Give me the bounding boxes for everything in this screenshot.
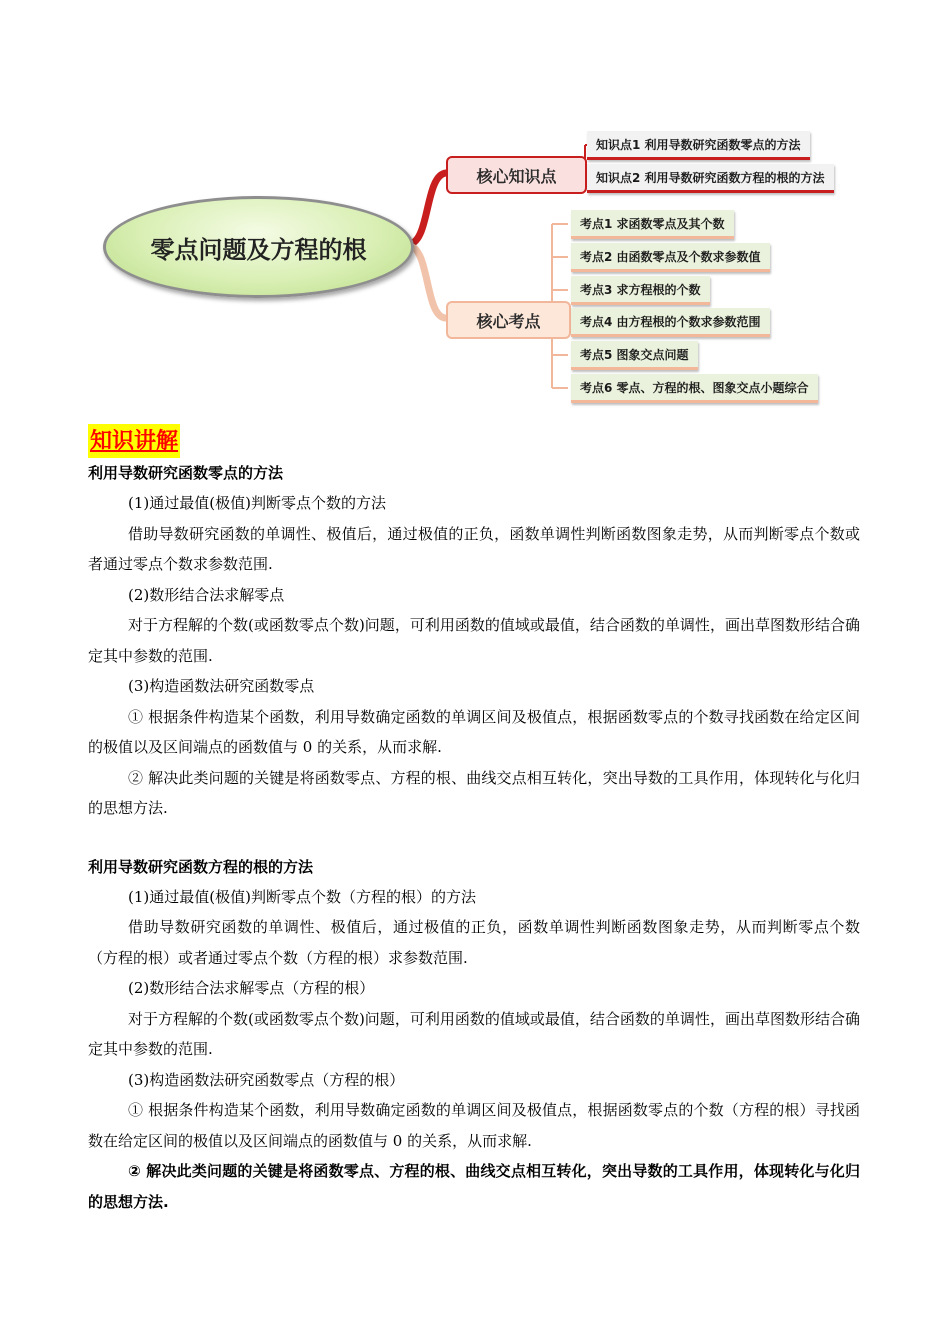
- paragraph: 对于方程解的个数(或函数零点个数)问题，可利用函数的值域或最值，结合函数的单调性，画出草图数形结合确定其中参数的范围.: [88, 1009, 860, 1058]
- leaf-knowledge-1: 知识点1 利用导数研究函数零点的方法: [587, 131, 810, 160]
- document-body: [88, 424, 860, 1217]
- paragraph-emphasis: ② 解决此类问题的关键是将函数零点、方程的根、曲线交点相互转化，突出导数的工具作用，体现转化与化归的思想方法.: [88, 1162, 860, 1211]
- mind-map-connectors: [0, 0, 950, 420]
- paragraph: 借助导数研究函数的单调性、极值后，通过极值的正负，函数单调性判断函数图象走势，从而判断零点个数或者通过零点个数求参数范围.: [88, 524, 860, 573]
- leaf-exam-4: 考点4 由方程根的个数求参数范围: [571, 308, 770, 337]
- paragraph: (2)数形结合法求解零点: [128, 585, 285, 604]
- paragraph: (1)通过最值(极值)判断零点个数（方程的根）的方法: [128, 887, 476, 906]
- paragraph: ② 解决此类问题的关键是将函数零点、方程的根、曲线交点相互转化，突出导数的工具作用，体现转化与化归的思想方法.: [88, 768, 860, 817]
- paragraph: (2)数形结合法求解零点（方程的根）: [128, 979, 375, 997]
- paragraph: ① 根据条件构造某个函数，利用导数确定函数的单调区间及极值点，根据函数零点的个数寻找函数在给定区间的极值以及区间端点的函数值与 0 的关系，从而求解.: [88, 707, 860, 756]
- leaf-exam-3: 考点3 求方程根的个数: [571, 276, 710, 305]
- mind-map: [0, 0, 950, 420]
- leaf-exam-1: 考点1 求函数零点及其个数: [571, 210, 734, 239]
- leaf-knowledge-2: 知识点2 利用导数研究函数方程的根的方法: [587, 164, 834, 193]
- paragraph: 对于方程解的个数(或函数零点个数)问题，可利用函数的值域或最值，结合函数的单调性，画出草图数形结合确定其中参数的范围.: [88, 616, 860, 665]
- section-heading: 利用导数研究函数零点的方法: [88, 464, 284, 482]
- leaf-exam-5: 考点5 图象交点问题: [571, 341, 698, 370]
- paragraph: (3)构造函数法研究函数零点（方程的根）: [128, 1070, 405, 1089]
- paragraph: 借助导数研究函数的单调性、极值后，通过极值的正负，函数单调性判断函数图象走势，从而判断零点个数（方程的根）或者通过零点个数（方程的根）求参数范围.: [88, 918, 860, 967]
- paragraph: ① 根据条件构造某个函数，利用导数确定函数的单调区间及极值点，根据函数零点的个数（方程的根）寻找函数在给定区间的极值以及区间端点的函数值与 0 的关系，从而求解.: [88, 1101, 860, 1150]
- section-heading: 利用导数研究函数方程的根的方法: [88, 857, 314, 876]
- paragraph: (3)构造函数法研究函数零点: [128, 677, 315, 695]
- leaf-exam-6: 考点6 零点、方程的根、图象交点小题综合: [571, 374, 818, 403]
- paragraph: (1)通过最值(极值)判断零点个数的方法: [128, 494, 386, 512]
- branch-core-knowledge: 核心知识点: [446, 156, 587, 194]
- leaf-exam-2: 考点2 由函数零点及个数求参数值: [571, 243, 770, 272]
- branch-core-exam-points: 核心考点: [446, 301, 571, 339]
- section-banner: 知识讲解: [88, 424, 180, 458]
- mind-map-root: 零点问题及方程的根: [103, 196, 414, 298]
